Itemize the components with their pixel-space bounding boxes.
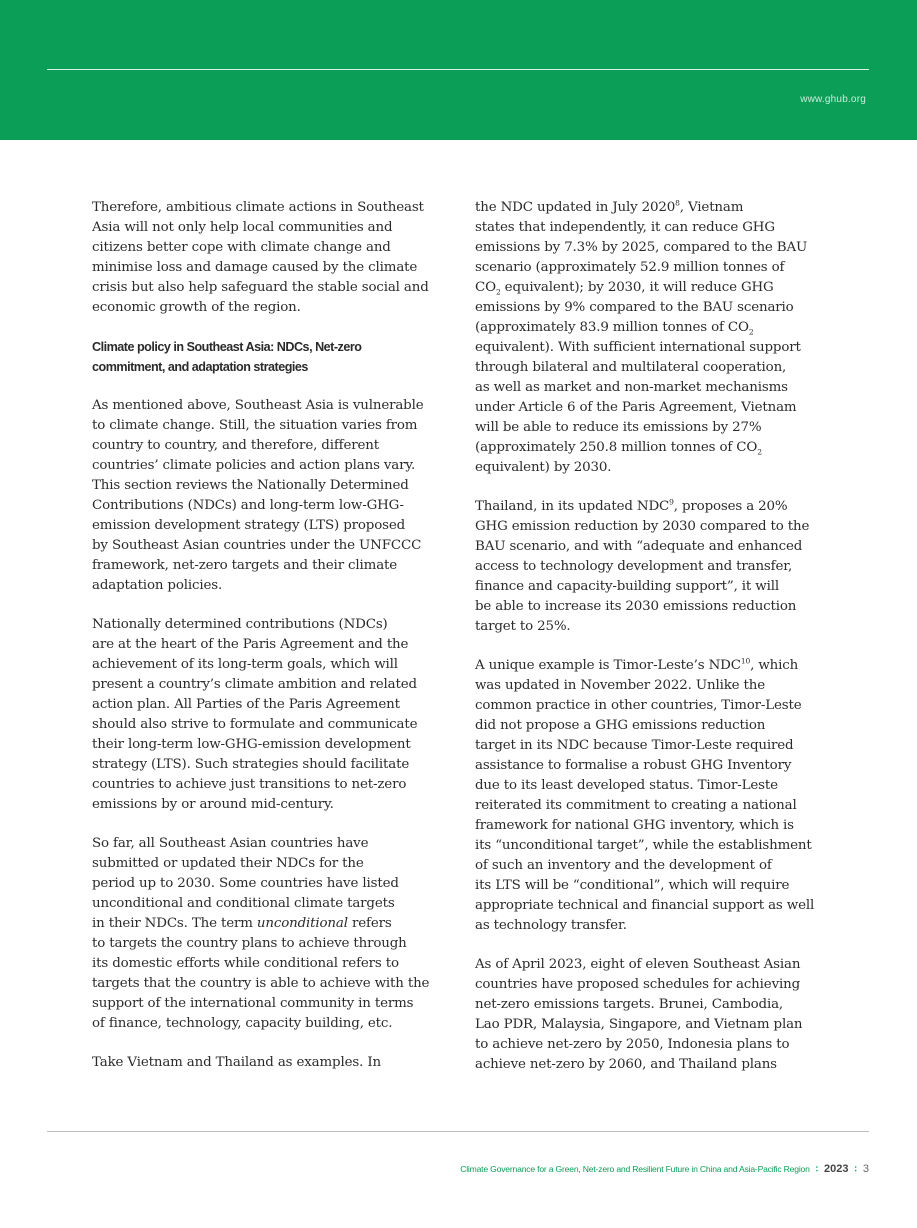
text-run: in their NDCs. The term <box>92 916 257 931</box>
text-line: As of April 2023, eight of eleven Southeast Asian <box>475 957 801 972</box>
text-line: its domestic efforts while conditional refers to <box>92 956 399 971</box>
text-line: countries have proposed schedules for achieving <box>475 977 801 992</box>
text-line: was updated in November 2022. Unlike the <box>475 678 766 693</box>
footer-divider <box>47 1131 869 1132</box>
text-line <box>475 278 831 298</box>
text-line: support of the international community in terms <box>92 996 414 1011</box>
paragraph-ndcs <box>92 615 444 815</box>
text-line: appropriate technical and financial support as well <box>475 898 815 913</box>
text-line: through bilateral and multilateral cooperation, <box>475 360 787 375</box>
footer-separator: ∶ <box>854 1164 857 1174</box>
text-line: to climate change. Still, the situation varies from <box>92 418 418 433</box>
text-line: of finance, technology, capacity building, etc. <box>92 1016 393 1031</box>
text-line: to achieve net-zero by 2050, Indonesia plans to <box>475 1037 790 1052</box>
text-line: equivalent). With sufficient international support <box>475 340 801 355</box>
text-line: target in its NDC because Timor-Leste required <box>475 738 794 753</box>
text-line: adaptation policies. <box>92 578 223 593</box>
text-line: will be able to reduce its emissions by 27% <box>475 420 762 435</box>
text-line: by Southeast Asian countries under the UNFCCC <box>92 538 422 553</box>
text-line: access to technology development and transfer, <box>475 559 793 574</box>
text-line: states that independently, it can reduce GHG <box>475 220 775 235</box>
text-run: (approximately 83.9 million tonnes of CO <box>475 320 749 335</box>
text-line: finance and capacity-building support”, it will <box>475 579 779 594</box>
text-line: GHG emission reduction by 2030 compared to the <box>475 519 810 534</box>
text-line: action plan. All Parties of the Paris Agreement <box>92 697 400 712</box>
footer-separator: ∶ <box>815 1164 819 1174</box>
text-line: countries to achieve just transitions to net-zero <box>92 777 407 792</box>
footnote-ref-10[interactable]: 10 <box>740 656 751 666</box>
text-line: BAU scenario, and with “adequate and enhanced <box>475 539 803 554</box>
emphasis-term: unconditional <box>256 916 348 931</box>
text-line: minimise loss and damage caused by the climate <box>92 260 418 275</box>
text-line: Nationally determined contributions (NDCs) <box>92 617 388 632</box>
text-line <box>475 497 831 517</box>
text-line: its LTS will be “conditional”, which will require <box>475 878 790 893</box>
heading-line: Climate policy in Southeast Asia: NDCs, Net-zero <box>92 340 362 354</box>
text-line: are at the heart of the Paris Agreement and the <box>92 637 409 652</box>
text-line: targets that the country is able to achieve with the <box>92 976 430 991</box>
header-url[interactable]: www.ghub.org <box>800 94 866 105</box>
text-line: be able to increase its 2030 emissions reduction <box>475 599 797 614</box>
header-band <box>0 0 917 140</box>
text-run: refers <box>347 916 392 931</box>
text-line: Therefore, ambitious climate actions in Southeast <box>92 200 424 215</box>
text-line: as well as market and non-market mechanisms <box>475 380 788 395</box>
right-column <box>475 198 831 1094</box>
text-line: Take Vietnam and Thailand as examples. In <box>92 1055 381 1070</box>
footer <box>460 1163 869 1175</box>
paragraph-vietnam <box>475 198 831 478</box>
text-line: Lao PDR, Malaysia, Singapore, and Vietnam plan <box>475 1017 803 1032</box>
text-line <box>475 318 831 338</box>
paragraph-unconditional <box>92 834 444 1034</box>
heading-line: commitment, and adaptation strategies <box>92 360 308 374</box>
text-line: So far, all Southeast Asian countries have <box>92 836 369 851</box>
text-line: country to country, and therefore, different <box>92 438 379 453</box>
text-line: of such an inventory and the development of <box>475 858 772 873</box>
footer-year: 2023 <box>824 1163 849 1175</box>
text-line: achievement of its long-term goals, which will <box>92 657 398 672</box>
text-line: scenario (approximately 52.9 million tonnes of <box>475 260 785 275</box>
text-line: Contributions (NDCs) and long-term low-GHG- <box>92 498 404 513</box>
text-run: , Vietnam <box>679 200 744 215</box>
paragraph-timor-leste <box>475 656 831 936</box>
text-line: common practice in other countries, Timor-Leste <box>475 698 802 713</box>
paragraph-net-zero <box>475 955 831 1075</box>
text-run: Thailand, in its updated NDC <box>475 499 670 514</box>
text-line: its “unconditional target”, while the establishment <box>475 838 812 853</box>
text-run: the NDC updated in July 2020 <box>475 200 676 215</box>
text-run: A unique example is Timor-Leste’s NDC <box>475 658 741 673</box>
text-run: , which <box>750 658 799 673</box>
text-line: countries’ climate policies and action plans vary. <box>92 458 416 473</box>
text-line: citizens better cope with climate change and <box>92 240 391 255</box>
text-line: present a country’s climate ambition and related <box>92 677 417 692</box>
text-run: CO <box>475 280 496 295</box>
text-line: period up to 2030. Some countries have listed <box>92 876 399 891</box>
paragraph-intro <box>92 198 444 318</box>
text-line: should also strive to formulate and communicate <box>92 717 418 732</box>
text-line: target to 25%. <box>475 619 571 634</box>
text-line <box>475 438 831 458</box>
text-run: equivalent); by 2030, it will reduce GHG <box>500 280 774 295</box>
text-line: reiterated its commitment to creating a national <box>475 798 797 813</box>
text-line: strategy (LTS). Such strategies should facilitate <box>92 757 410 772</box>
text-line: did not propose a GHG emissions reduction <box>475 718 766 733</box>
text-line: achieve net-zero by 2060, and Thailand plans <box>475 1057 777 1072</box>
text-line <box>92 914 444 934</box>
text-line: assistance to formalise a robust GHG Inventory <box>475 758 792 773</box>
subscript: 2 <box>748 327 754 337</box>
text-line: crisis but also help safeguard the stable social and <box>92 280 429 295</box>
paragraph-vulnerability <box>92 396 444 596</box>
paragraph-examples <box>92 1053 444 1073</box>
text-line: framework for national GHG inventory, which is <box>475 818 794 833</box>
text-line: As mentioned above, Southeast Asia is vulnerable <box>92 398 424 413</box>
text-line <box>475 198 831 218</box>
text-line <box>475 656 831 676</box>
text-line: emissions by 9% compared to the BAU scenario <box>475 300 794 315</box>
page-number: 3 <box>862 1163 869 1175</box>
footer-document-title: Climate Governance for a Green, Net-zero and Resilient Future in China and Asia-Pacific Region <box>460 1164 810 1174</box>
subscript: 2 <box>495 287 501 297</box>
text-line: submitted or updated their NDCs for the <box>92 856 364 871</box>
text-line: equivalent) by 2030. <box>475 460 612 475</box>
footnote-ref-8[interactable]: 8 <box>675 198 680 208</box>
text-line: emission development strategy (LTS) proposed <box>92 518 406 533</box>
subscript: 2 <box>757 447 762 457</box>
text-line: This section reviews the Nationally Determined <box>92 478 409 493</box>
section-heading <box>92 337 444 377</box>
text-line: emissions by or around mid-century. <box>92 797 334 812</box>
text-line: under Article 6 of the Paris Agreement, Vietnam <box>475 400 797 415</box>
text-line: to targets the country plans to achieve through <box>92 936 407 951</box>
text-line: Asia will not only help local communities and <box>92 220 393 235</box>
left-column <box>92 198 444 1092</box>
text-line: as technology transfer. <box>475 918 627 933</box>
footnote-ref-9[interactable]: 9 <box>669 497 674 507</box>
header-divider <box>47 69 869 70</box>
text-line: their long-term low-GHG-emission development <box>92 737 411 752</box>
text-line: emissions by 7.3% by 2025, compared to the BAU <box>475 240 808 255</box>
text-line: framework, net-zero targets and their climate <box>92 558 398 573</box>
text-line: economic growth of the region. <box>92 300 301 315</box>
paragraph-thailand <box>475 497 831 637</box>
text-line: net-zero emissions targets. Brunei, Cambodia, <box>475 997 784 1012</box>
text-run: , proposes a 20% <box>673 499 788 514</box>
text-line: due to its least developed status. Timor-Leste <box>475 778 778 793</box>
text-run: (approximately 250.8 million tonnes of CO <box>475 440 758 455</box>
text-line: unconditional and conditional climate targets <box>92 896 395 911</box>
